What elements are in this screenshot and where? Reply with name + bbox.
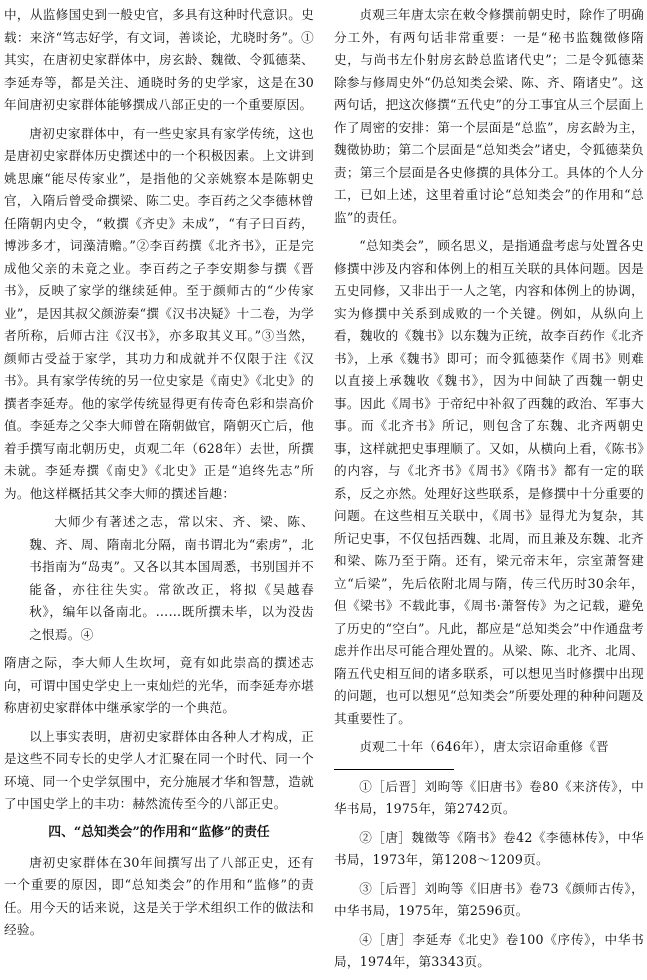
footnote: ③［后晋］刘昫等《旧唐书》卷73《颜师古传》，中华书局，1975年，第2596页。: [334, 880, 644, 918]
footnote: ②［唐］魏徵等《隋书》卷42《李德林传》，中华书局，1973年，第1208～1209页。: [334, 829, 644, 867]
right-column: [334, 4, 644, 980]
paragraph: 隋唐之际，李大师人生坎坷，竟有如此崇高的撰述志向，可谓中国史学史上一束灿烂的光华，而李延寿亦堪称唐初史家群体中继承家学的一个典范。: [4, 655, 314, 715]
footnote: ④［唐］李延寿《北史》卷100《序传》，中华书局，1974年，第3343页。: [334, 931, 644, 969]
block-quote: 大师少有著述之志，常以宋、齐、梁、陈、魏、齐、周、隋南北分隔，南书谓北为“索虏”，北书指南为“岛夷”。又各以其本国周悉，书别国并不能备，亦往往失实。常欲改正，将拟《吴越春秋》，编年以备南北。……既所撰未毕，以为没齿之恨焉。④: [29, 514, 314, 642]
section-heading: 四、“总知类会”的作用和“监修”的责任: [48, 824, 270, 840]
footnote: ①［后晋］刘昫等《旧唐书》卷80《来济传》，中华书局，1975年，第2742页。: [334, 778, 644, 816]
paragraph: 贞观二十年（646年），唐太宗诏命重修《晋: [359, 739, 609, 754]
paragraph: 贞观三年唐太宗在敕令修撰前朝史时，除作了明确分工外，有两句话非常重要：一是“秘书监魏徵修隋史，与尚书左仆射房玄龄总监诸代史”；二是令狐德棻除参与修周史外“仍总知类会梁、陈、齐、隋诸史”。这两句话，把这次修撰“五代史”的分工事宜从三个层面上作了周密的安排：第一个层面是“总监”，房玄龄为主，魏徵协助；第二个层面是“总知类会”诸史，令狐德棻负责；第三个层面是各史修撰的具体分工。具体的个人分工，已如上述，这里着重讨论“总知类会”的作用和“总监”的责任。: [334, 7, 644, 225]
paragraph: 唐初史家群体中，有一些史家具有家学传统，这也是唐初史家群体历史撰述中的一个积极因素。上文讲到姚思廉“能尽传家业”，是指他的父亲姚察本是陈朝史官，入隋后曾受命撰梁、陈二史。李百药之父李德林曾任隋朝内史令，“敕撰《齐史》未成”，“有子曰百药，博涉多才，词藻清赡。”②李百药撰《北齐书》，正是完成他父亲的未竟之业。李百药之子李安期参与撰《晋书》，反映了家学的继续延伸。至于颜师古的“少传家业”，是因其叔父颜游秦“撰《汉书决疑》十二卷，为学者所称，后师古注《汉书》，亦多取其义耳。”③当然，颜师古受益于家学，其功力和成就并不仅限于注《汉书》。具有家学传统的另一位史家是《南史》《北史》的撰者李延寿。他的家学传统显得更有传奇色彩和崇高价值。李延寿之父李大师曾在隋朝做官，隋朝灭亡后，他着手撰写南北朝历史，贞观二年（628年）去世，所撰未就。李延寿撰《南史》《北史》正是“追终先志”所为。他这样概括其父李大师的撰述旨趣：: [4, 125, 314, 501]
footnote-divider: [334, 769, 454, 770]
left-column: [4, 4, 314, 948]
paragraph: 唐初史家群体在30年间撰写出了八部正史，还有一个重要的原因，即“总知类会”的作用和“监修”的责任。用今天的话来说，这是关于学术组织工作的做法和经验。: [4, 854, 314, 937]
paragraph: “总知类会”，顾名思义，是指通盘考虑与处置各史修撰中涉及内容和体例上的相互关联的具体问题。因是五史同修，又非出于一人之笔，内容和体例上的协调，实为修撰中关系到成败的一个关键。例如，从纵向上看，魏收的《魏书》以东魏为正统，故李百药作《北齐书》，上承《魏书》即可；而令狐德棻作《周书》则难以直接上承魏收《魏书》，因为中间缺了西魏一朝史事。因此《周书》于帝纪中补叙了西魏的政治、军事大事。而《北齐书》所记，则包含了东魏、北齐两朝史事，这样就把史事理顺了。又如，从横向上看，《陈书》的内容，与《北齐书》《周书》《隋书》都有一定的联系，反之亦然。处理好这些联系，是修撰中十分重要的问题。在这些相互关联中，《周书》显得尤为复杂，其所记史事，不仅包括西魏、北周，而且兼及东魏、北齐和梁、陈乃至于隋。还有，梁元帝末年，宗室萧詧建立“后梁”，先后依附北周与隋，传三代历时30余年，但《梁书》不载此事，《周书·萧詧传》为之记载，避免了历史的“空白”。凡此，都应是“总知类会”中作通盘考虑并作出尽可能合理处置的。从梁、陈、北齐、北周、隋五代史相互间的诸多联系，可以想见当时修撰中出现的问题，也可以想见“总知类会”所要处理的种种问题及其重要性了。: [334, 238, 644, 726]
paragraph: 以上事实表明，唐初史家群体由各种人才构成，正是这些不同专长的史学人才汇聚在同一个时代、同一个环境、同一个史学氛围中，充分施展才华和智慧，造就了中国史学上的丰功：赫然流传至今的八部正史。: [4, 728, 314, 811]
paragraph: 中，从监修国史到一般史官，多具有这种时代意识。史载：来济“笃志好学，有文词，善谈论，尤晓时务”。①其实，在唐初史家群体中，房玄龄、魏徵、令狐德棻、李延寿等，都是关注、通晓时务的史学家，这是在30年间唐初史家群体能够撰成八部正史的一个重要原因。: [4, 7, 314, 112]
